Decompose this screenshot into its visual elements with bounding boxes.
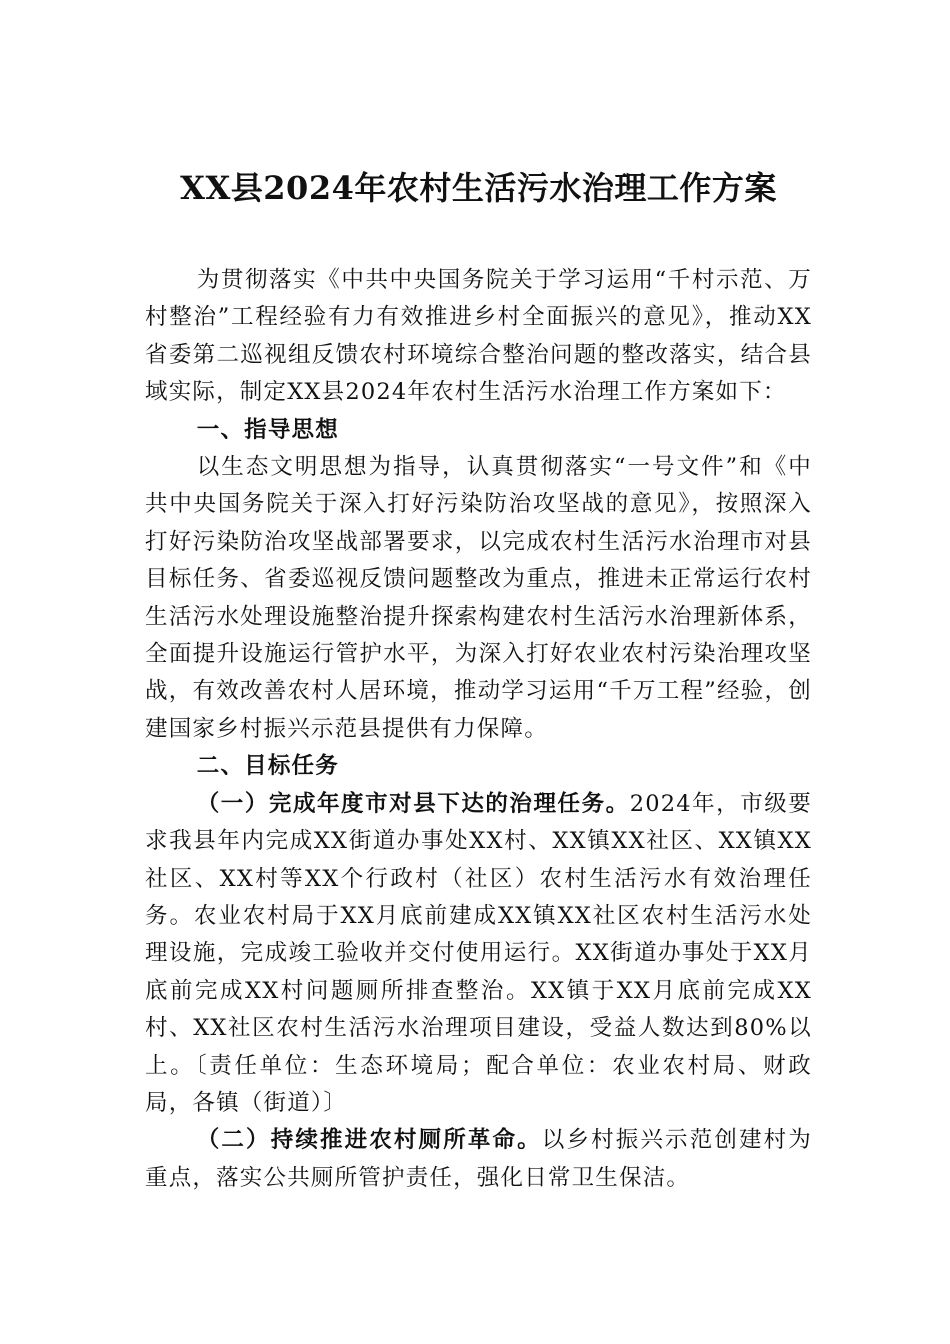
section-heading-targets: 二、目标任务 xyxy=(196,753,339,780)
target-item-1-paragraph xyxy=(145,786,812,1123)
target-item-2-paragraph xyxy=(145,1122,812,1197)
target-item-1-lead: （一）完成年度市对县下达的治理任务。 xyxy=(196,790,630,817)
intro-paragraph: 为贯彻落实《中共中央国务院关于学习运用“千村示范、万村整治”工程经验有力有效推进乡村全面振兴的意见》，推动XX省委第二巡视组反馈农村环境综合整治问题的整改落实，结合县域实际，制定XX县2024年农村生活污水治理工作方案如下： xyxy=(145,267,812,406)
target-item-2-lead: （二）持续推进农村厕所革命。 xyxy=(196,1127,542,1154)
document-title: XX县2024年农村生活污水治理工作方案 xyxy=(180,169,777,207)
target-item-1-body: 2024年，市级要求我县年内完成XX街道办事处XX村、XX镇XX社区、XX镇XX社区、XX村等XX个行政村（社区）农村生活污水有效治理任务。农业农村局于XX月底前建成XX镇XX社区农村生活污水处理设施，完成竣工验收并交付使用运行。XX街道办事处于XX月底前完成XX村问题厕所排查整治。XX镇于XX月底前完成XX村、XX社区农村生活污水治理项目建设，受益人数达到80%以上。〔责任单位：生态环境局；配合单位：农业农村局、财政局，各镇（街道）〕 xyxy=(145,790,813,1116)
section-heading-guiding-ideology: 一、指导思想 xyxy=(196,416,339,443)
target-item-2-body: 以乡村振兴示范创建村为重点，落实公共厕所管护责任，强化日常卫生保洁。 xyxy=(145,1127,812,1191)
guiding-ideology-paragraph: 以生态文明思想为指导，认真贯彻落实“一号文件”和《中共中央国务院关于深入打好污染防治攻坚战的意见》，按照深入打好污染防治攻坚战部署要求，以完成农村生活污水治理市对县目标任务、省委巡视反馈问题整改为重点，推进未正常运行农村生活污水处理设施整治提升探索构建农村生活污水治理新体系，全面提升设施运行管护水平，为深入打好农业农村污染治理攻坚战，有效改善农村人居环境，推动学习运用“千万工程”经验，创建国家乡村振兴示范县提供有力保障。 xyxy=(145,454,812,742)
